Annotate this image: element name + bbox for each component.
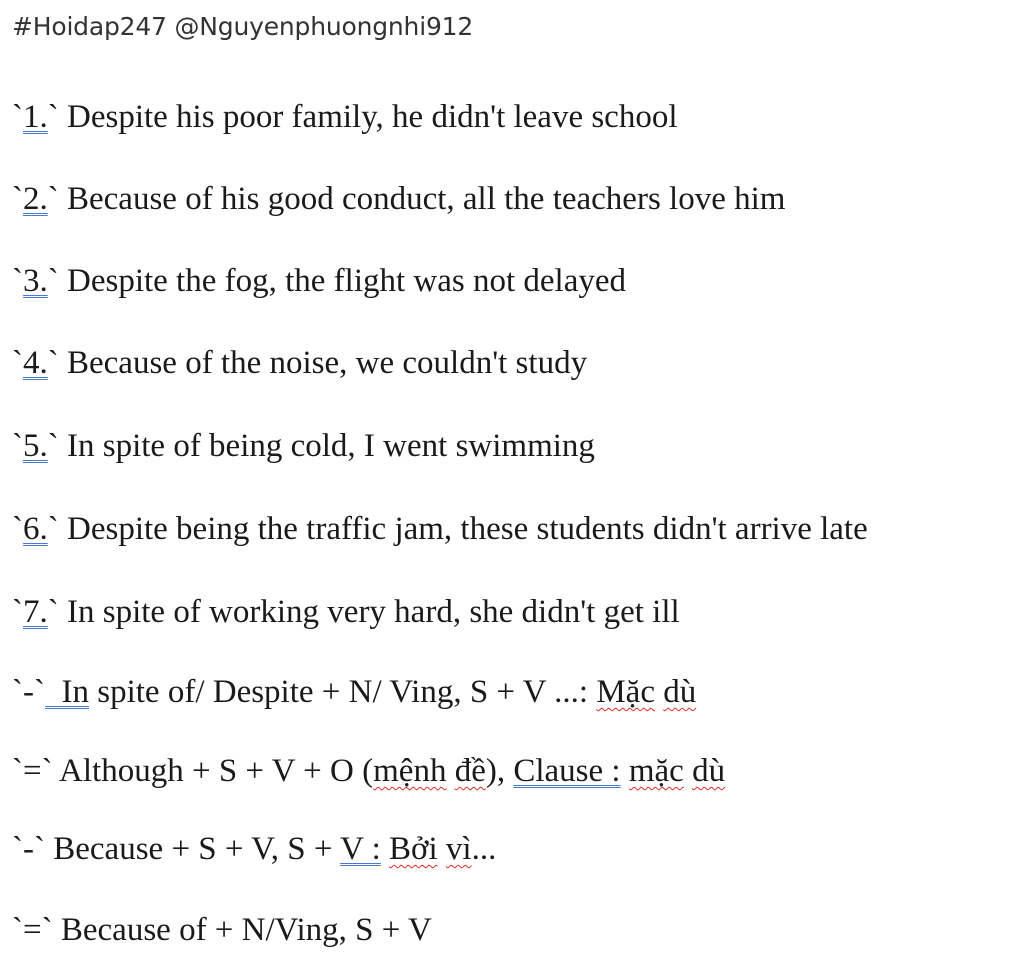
vietnamese-word: Mặc — [596, 674, 655, 710]
sentence-text: In spite of working very hard, she didn't get ill — [67, 594, 680, 630]
note-marker: - — [23, 831, 34, 867]
sentence-3 — [12, 261, 626, 301]
sentence-7 — [12, 592, 680, 632]
tick: ` — [12, 99, 23, 135]
space — [446, 753, 454, 789]
note-text: ... — [471, 831, 497, 867]
tick: ` — [12, 263, 23, 299]
vietnamese-word: vì — [445, 831, 472, 867]
tick: ` — [41, 912, 53, 948]
note-text: Because of + N/Ving, S + V — [52, 912, 432, 948]
note-text: ), — [485, 753, 514, 789]
vietnamese-word: đề — [454, 753, 486, 789]
vietnamese-word: mệnh — [373, 753, 447, 789]
tick: ` — [47, 428, 59, 464]
tick: ` — [47, 99, 59, 135]
grammar-note-1 — [12, 672, 696, 712]
sentence-text: Because of the noise, we couldn't study — [67, 345, 588, 381]
item-number: 3. — [23, 263, 48, 299]
tick: ` — [12, 912, 23, 948]
item-number: 6. — [23, 511, 48, 547]
note-marker: = — [23, 753, 42, 789]
note-text: Because + S + V, S + — [45, 831, 341, 867]
space — [684, 753, 692, 789]
note-marker: = — [23, 912, 42, 948]
tick: ` — [12, 511, 23, 547]
space — [655, 674, 663, 710]
tick: ` — [12, 181, 23, 217]
watermark-header: #Hoidap247 @Nguyenphuongnhi912 — [12, 12, 474, 41]
sentence-text: In spite of being cold, I went swimming — [67, 428, 595, 464]
vietnamese-word: Bởi — [389, 831, 438, 867]
tick: ` — [47, 263, 59, 299]
sentence-text: Despite the fog, the flight was not delayed — [67, 263, 627, 299]
item-number: 5. — [23, 428, 48, 464]
tick: ` — [12, 674, 23, 710]
tick: ` — [41, 753, 53, 789]
item-number: 1. — [23, 99, 48, 135]
item-number: 7. — [23, 594, 48, 630]
grammar-note-4 — [12, 910, 432, 950]
sentence-1 — [12, 97, 678, 137]
tick: ` — [47, 594, 59, 630]
note-marker: - — [23, 674, 34, 710]
tick: ` — [12, 831, 23, 867]
space — [621, 753, 629, 789]
sentence-5 — [12, 426, 595, 466]
vietnamese-word: dù — [692, 753, 726, 789]
item-number: 4. — [23, 345, 48, 381]
tick: ` — [47, 181, 59, 217]
item-number: 2. — [23, 181, 48, 217]
vietnamese-word: dù — [663, 674, 697, 710]
space — [381, 831, 389, 867]
sentence-text: Despite being the traffic jam, these students didn't arrive late — [67, 511, 868, 547]
sentence-text: Despite his poor family, he didn't leave school — [67, 99, 678, 135]
tick: ` — [47, 511, 59, 547]
tick: ` — [12, 345, 23, 381]
space — [438, 831, 446, 867]
sentence-4 — [12, 343, 587, 383]
tick: ` — [12, 428, 23, 464]
note-text: spite of/ Despite + N/ Ving, S + V ...: — [89, 674, 597, 710]
tick: ` — [34, 674, 45, 710]
tick: ` — [12, 594, 23, 630]
tick: ` — [34, 831, 45, 867]
grammar-note-3 — [12, 829, 496, 869]
sentence-2 — [12, 179, 785, 219]
vietnamese-word: mặc — [628, 753, 684, 789]
clause-label: Clause : — [513, 753, 621, 789]
tick: ` — [12, 753, 23, 789]
grammar-note-2 — [12, 751, 725, 791]
tick: ` — [47, 345, 59, 381]
sentence-text: Because of his good conduct, all the teachers love him — [67, 181, 786, 217]
verb-label: V : — [340, 831, 381, 867]
note-text: In — [61, 674, 89, 710]
sentence-6 — [12, 509, 868, 549]
note-text: Although + S + V + O ( — [52, 753, 374, 789]
